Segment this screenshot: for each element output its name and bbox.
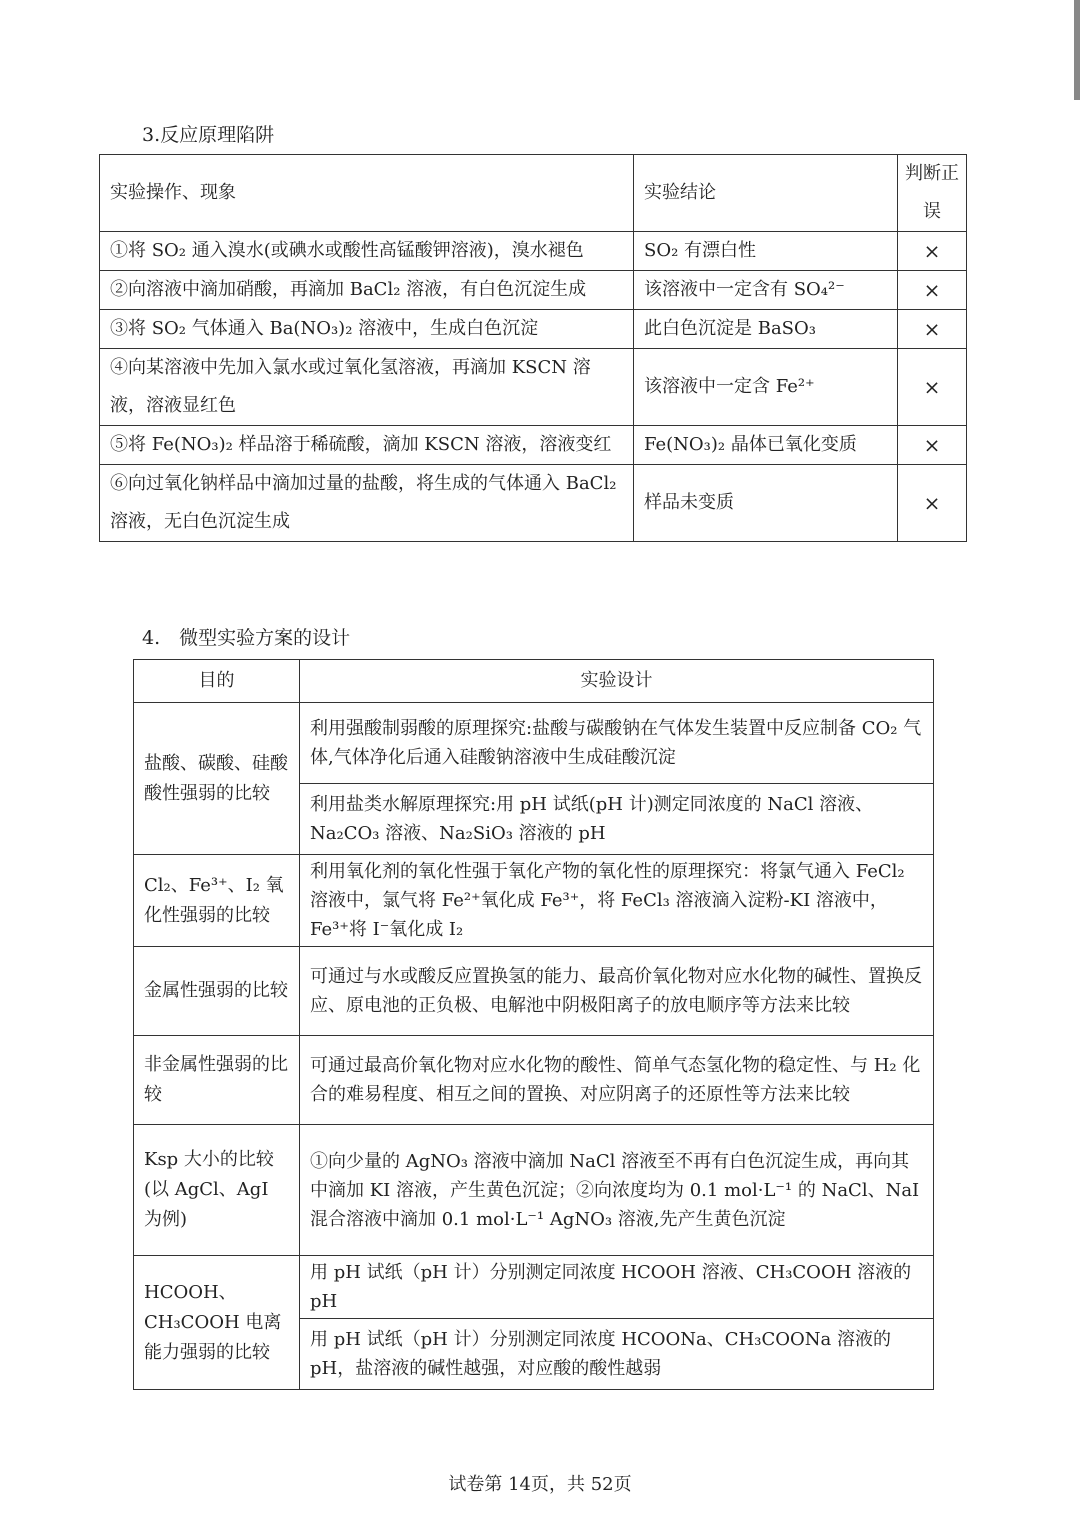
purpose-cell: 非金属性强弱的比较: [134, 1036, 300, 1125]
purpose-cell: 盐酸、碳酸、硅酸酸性强弱的比较: [134, 703, 300, 855]
table-row: [134, 1125, 934, 1256]
conclusion-cell: 样品未变质: [634, 465, 898, 542]
table-row: [134, 855, 934, 947]
page-footer: 试卷第 14页，共 52页: [448, 1474, 632, 1495]
judge-cell: ×: [898, 465, 967, 542]
section-4-title: 4. 微型实验方案的设计: [142, 627, 351, 649]
judge-cell: ×: [898, 349, 967, 426]
conclusion-cell: 该溶液中一定含 Fe²⁺: [634, 349, 898, 426]
design-cell: 利用盐类水解原理探究:用 pH 试纸(pH 计)测定同浓度的 NaCl 溶液、Na₂CO₃ 溶液、Na₂SiO₃ 溶液的 pH: [300, 784, 934, 855]
judge-cell: ×: [898, 310, 967, 349]
table-row: [134, 1256, 934, 1319]
table-row: [134, 703, 934, 784]
design-cell: 利用强酸制弱酸的原理探究:盐酸与碳酸钠在气体发生装置中反应制备 CO₂ 气体,气体净化后通入硅酸钠溶液中生成硅酸沉淀: [300, 703, 934, 784]
scan-edge: [1074, 0, 1080, 100]
conclusion-cell: 此白色沉淀是 BaSO₃: [634, 310, 898, 349]
operation-cell: ②向溶液中滴加硝酸，再滴加 BaCl₂ 溶液，有白色沉淀生成: [100, 271, 634, 310]
header-judge: 判断正误: [898, 155, 967, 232]
header-design: 实验设计: [300, 660, 934, 703]
header-purpose: 目的: [134, 660, 300, 703]
design-cell: 用 pH 试纸（pH 计）分别测定同浓度 HCOOH 溶液、CH₃COOH 溶液的 pH: [300, 1256, 934, 1319]
design-cell: 可通过最高价氧化物对应水化物的酸性、简单气态氢化物的稳定性、与 H₂ 化合的难易程度、相互之间的置换、对应阴离子的还原性等方法来比较: [300, 1036, 934, 1125]
micro-experiment-design-table: [133, 659, 934, 1390]
purpose-cell: Ksp 大小的比较(以 AgCl、AgI 为例): [134, 1125, 300, 1256]
judge-cell: ×: [898, 232, 967, 271]
table-row: [100, 426, 967, 465]
design-cell: 用 pH 试纸（pH 计）分别测定同浓度 HCOONa、CH₃COONa 溶液的 pH，盐溶液的碱性越强，对应酸的酸性越弱: [300, 1319, 934, 1390]
section-3-title: 3.反应原理陷阱: [142, 124, 275, 146]
judge-cell: ×: [898, 271, 967, 310]
conclusion-cell: 该溶液中一定含有 SO₄²⁻: [634, 271, 898, 310]
conclusion-cell: Fe(NO₃)₂ 晶体已氧化变质: [634, 426, 898, 465]
design-cell: 可通过与水或酸反应置换氢的能力、最高价氧化物对应水化物的碱性、置换反应、原电池的正负极、电解池中阴极阳离子的放电顺序等方法来比较: [300, 947, 934, 1036]
table-row: [100, 271, 967, 310]
purpose-cell: 金属性强弱的比较: [134, 947, 300, 1036]
operation-cell: ⑤将 Fe(NO₃)₂ 样品溶于稀硫酸，滴加 KSCN 溶液，溶液变红: [100, 426, 634, 465]
operation-cell: ①将 SO₂ 通入溴水(或碘水或酸性高锰酸钾溶液)，溴水褪色: [100, 232, 634, 271]
design-cell: 利用氧化剂的氧化性强于氧化产物的氧化性的原理探究：将氯气通入 FeCl₂ 溶液中，氯气将 Fe²⁺氧化成 Fe³⁺，将 FeCl₃ 溶液滴入淀粉-KI 溶液中，Fe³⁺将 I⁻氧化成 I₂: [300, 855, 934, 947]
header-operation: 实验操作、现象: [100, 155, 634, 232]
table-header-row: [134, 660, 934, 703]
header-conclusion: 实验结论: [634, 155, 898, 232]
design-cell: ①向少量的 AgNO₃ 溶液中滴加 NaCl 溶液至不再有白色沉淀生成，再向其中滴加 KI 溶液，产生黄色沉淀；②向浓度均为 0.1 mol·L⁻¹ 的 NaCl、NaI 混合溶液中滴加 0.1 mol·L⁻¹ AgNO₃ 溶液,先产生黄色沉淀: [300, 1125, 934, 1256]
conclusion-cell: SO₂ 有漂白性: [634, 232, 898, 271]
table-row: [134, 947, 934, 1036]
table-row: [100, 232, 967, 271]
table-row: [134, 1036, 934, 1125]
reaction-principle-trap-table: [99, 154, 967, 542]
purpose-cell: HCOOH、CH₃COOH 电离能力强弱的比较: [134, 1256, 300, 1390]
operation-cell: ⑥向过氧化钠样品中滴加过量的盐酸，将生成的气体通入 BaCl₂ 溶液，无白色沉淀生成: [100, 465, 634, 542]
operation-cell: ③将 SO₂ 气体通入 Ba(NO₃)₂ 溶液中，生成白色沉淀: [100, 310, 634, 349]
table-row: [100, 310, 967, 349]
operation-cell: ④向某溶液中先加入氯水或过氧化氢溶液，再滴加 KSCN 溶液，溶液显红色: [100, 349, 634, 426]
table-header-row: [100, 155, 967, 232]
table-row: [100, 465, 967, 542]
table-row: [100, 349, 967, 426]
purpose-cell: Cl₂、Fe³⁺、I₂ 氧化性强弱的比较: [134, 855, 300, 947]
judge-cell: ×: [898, 426, 967, 465]
